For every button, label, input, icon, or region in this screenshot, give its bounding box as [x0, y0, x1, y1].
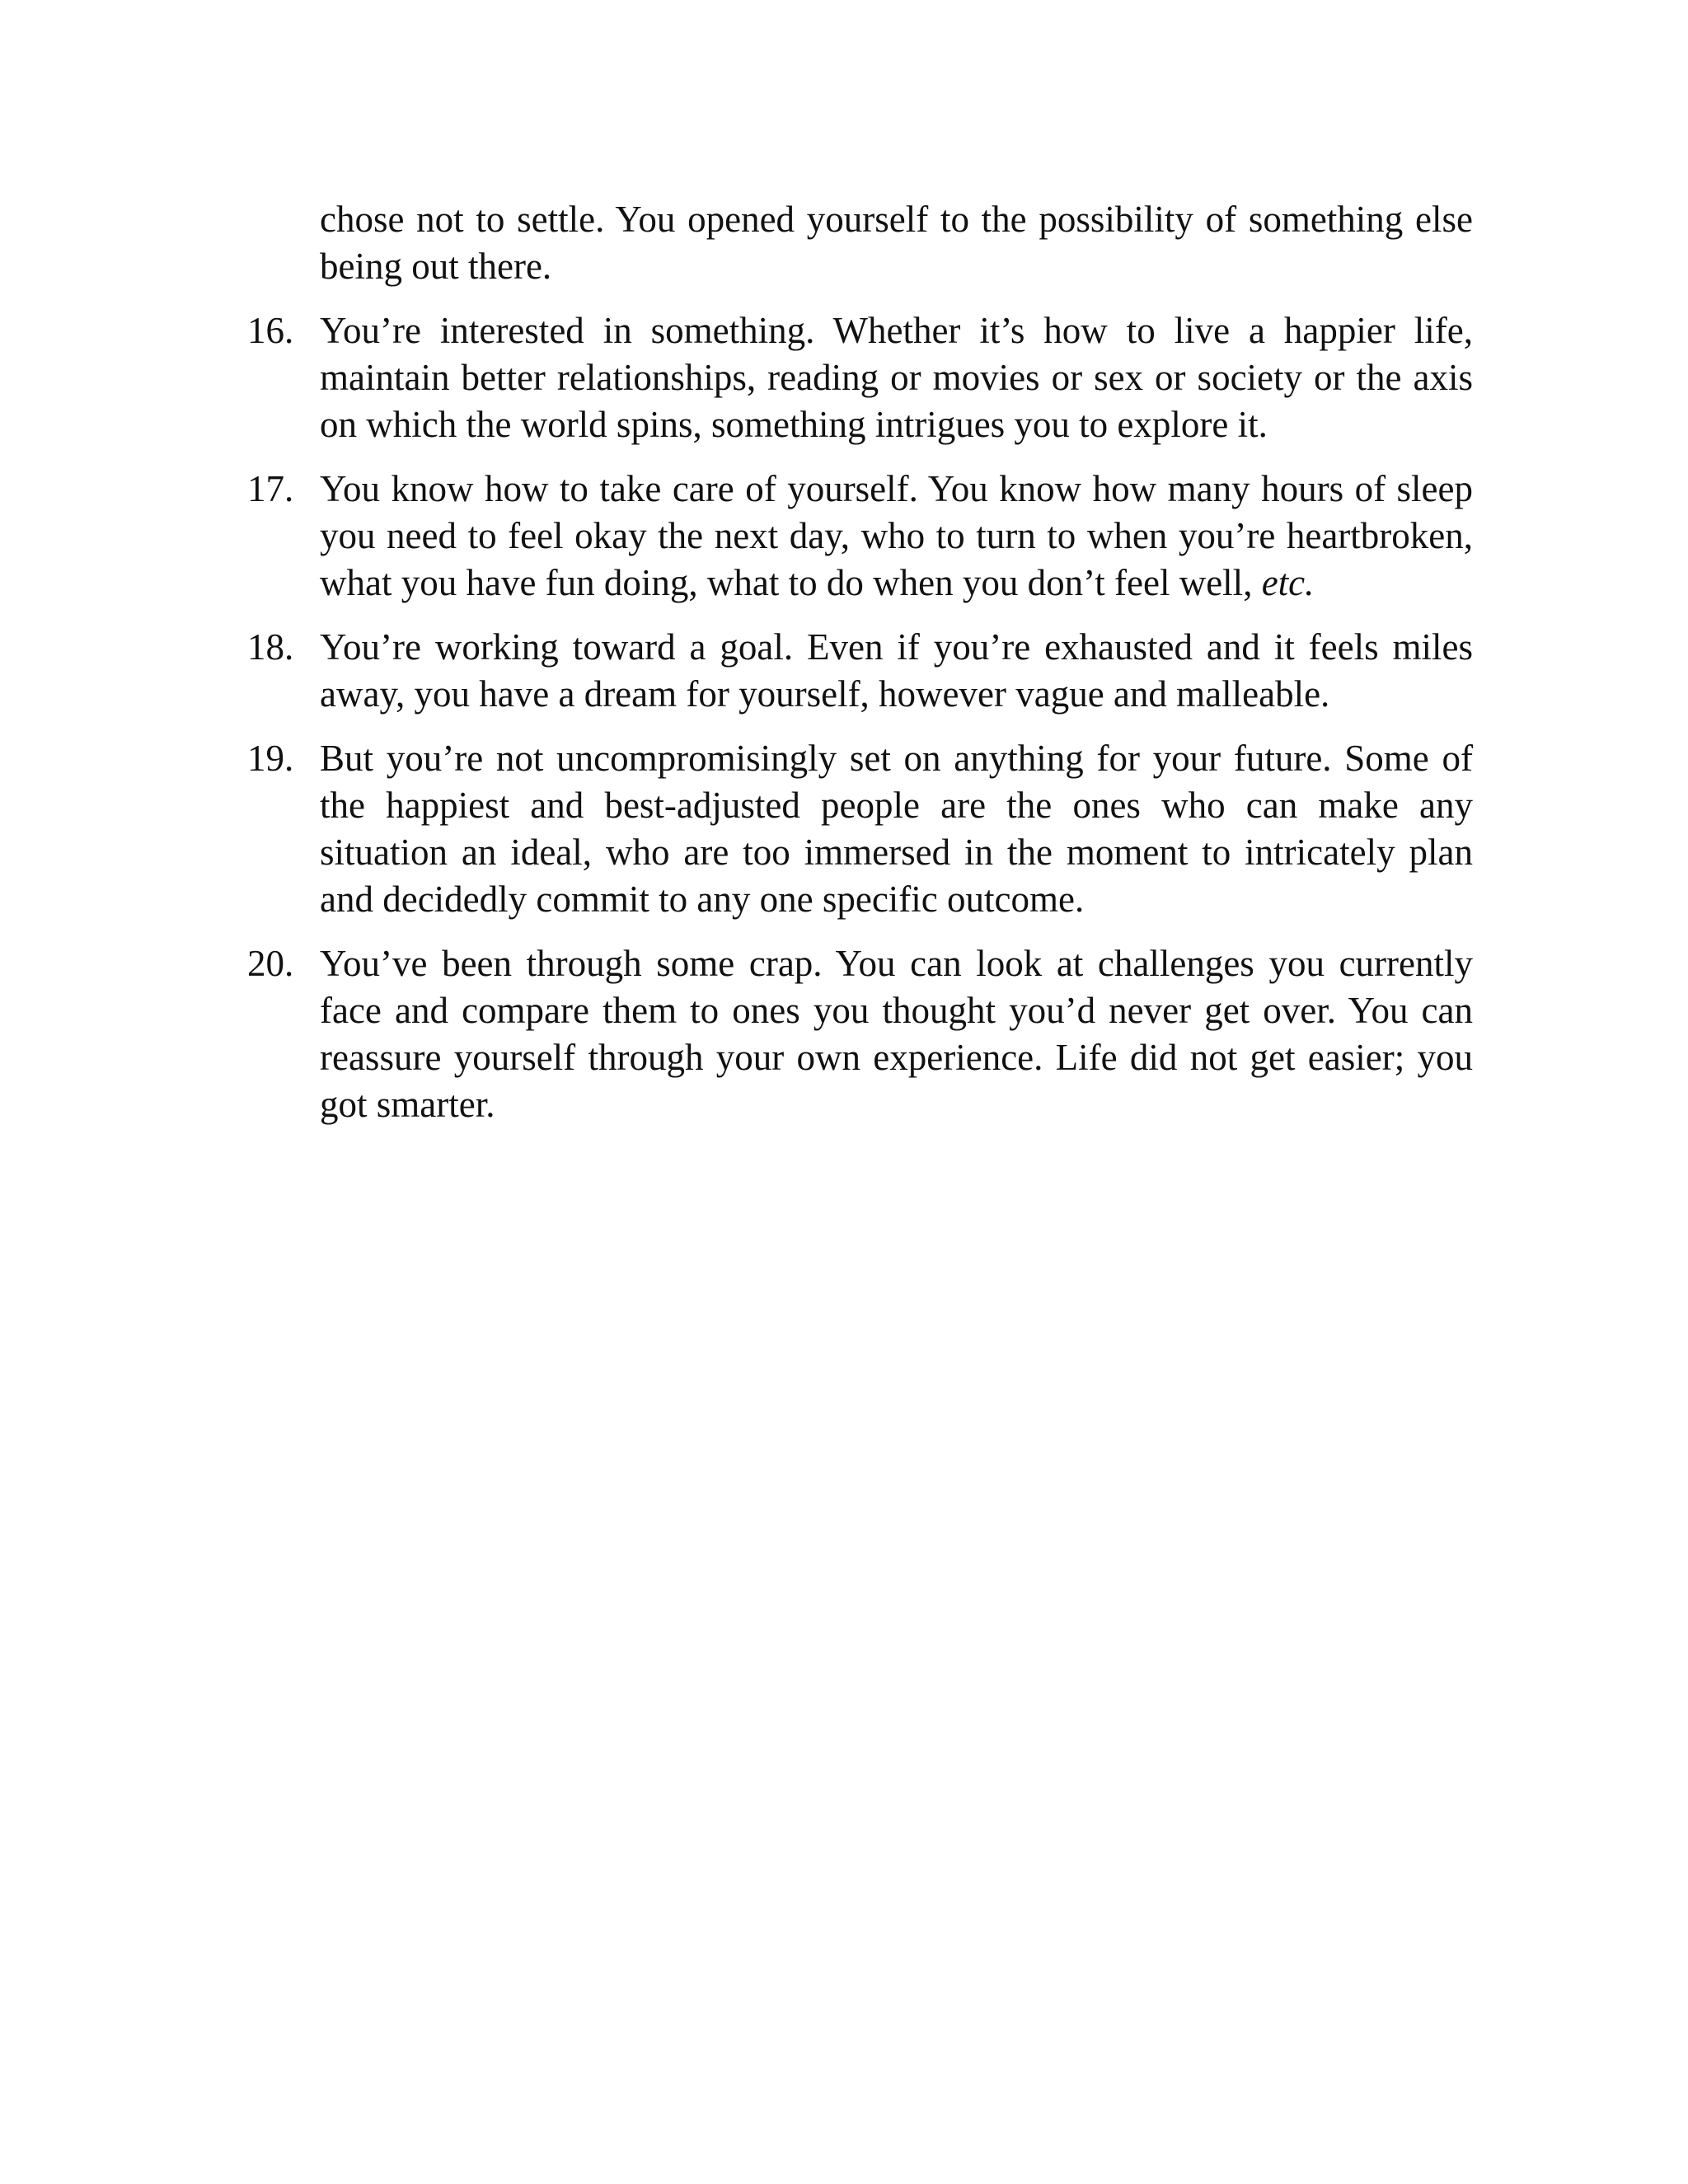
list-item-number: 17. [247, 468, 294, 509]
list-item-text: You’re interested in something. Whether it’s how to live a happier life, maintain better relationships, reading or movies or sex or society or the axis on which the world spins, something intrigues you to explore it. [320, 310, 1473, 445]
list-item-18 [247, 624, 1473, 718]
list-item-text-wrapper [320, 466, 1473, 607]
list-item-16 [247, 307, 1473, 448]
list-item-number: 19. [247, 738, 294, 779]
list-item-text: But you’re not uncompromisingly set on anything for your future. Some of the happiest and best-adjusted people are the ones who can make any situation an ideal, who are too immersed in the moment to intricately plan and decidedly commit to any one specific outcome. [320, 738, 1473, 920]
list-item-text: You’ve been through some crap. You can look at challenges you currently face and compare them to ones you thought you’d never get over. You can reassure yourself through your own experience. Life did not get easier; you got smarter. [320, 943, 1473, 1125]
list-item-number: 20. [247, 943, 294, 984]
list-item-19 [247, 735, 1473, 923]
list-item-number: 18. [247, 626, 294, 668]
numbered-list [247, 196, 1473, 1146]
list-item-20 [247, 940, 1473, 1128]
italic-abbreviation: etc. [1261, 562, 1315, 603]
list-item-text: You’re working toward a goal. Even if you’re exhausted and it feels miles away, you have a dream for yourself, however vague and malleable. [320, 626, 1473, 715]
list-item-continuation [247, 196, 1473, 290]
list-item-17 [247, 466, 1473, 607]
list-item-text: You know how to take care of yourself. You know how many hours of sleep you need to feel okay the next day, who to turn to when you’re heartbroken, what you have fun doing, what to do when you don’t feel well, [320, 468, 1473, 603]
list-item-text: chose not to settle. You opened yourself to the possibility of something else being out there. [320, 199, 1473, 287]
list-item-number: 16. [247, 310, 294, 351]
